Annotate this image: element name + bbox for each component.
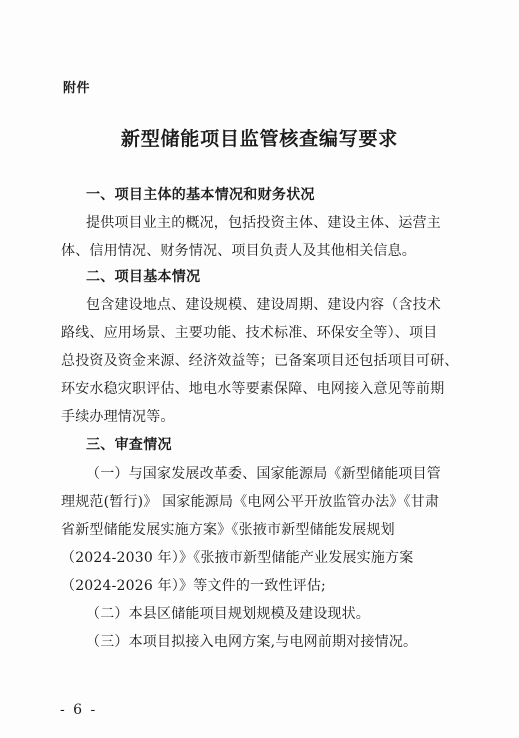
section-3-line-6: （二）本县区储能项目规划规模及建设现状。 bbox=[86, 606, 370, 622]
section-1-line-2: 体、信用情况、财务情况、项目负责人及其他相关信息。 bbox=[61, 243, 416, 259]
section-3-line-1: （一）与国家发展改革委、国家能源局《新型储能项目管 bbox=[86, 466, 441, 482]
section-1-heading: 一、项目主体的基本情况和财务状况 bbox=[86, 187, 315, 203]
document-title: 新型储能项目监管核查编写要求 bbox=[120, 128, 399, 150]
section-3-line-3: 省新型储能发展实施方案》《张掖市新型储能发展规划 bbox=[61, 522, 395, 538]
section-3-line-2: 理规范(暂行)》 国家能源局《电网公平开放监管办法》《甘肃 bbox=[61, 494, 440, 510]
section-2-line-5: 手续办理情况等。 bbox=[61, 409, 175, 425]
section-3-heading: 三、审查情况 bbox=[86, 437, 172, 453]
section-2-line-1: 包含建设地点、建设规模、建设周期、建设内容（含技术 bbox=[86, 297, 441, 313]
page-number: - 6 - bbox=[60, 702, 98, 718]
section-3-line-4: （2024-2030 年）》《张掖市新型储能产业发展实施方案 bbox=[61, 550, 414, 566]
section-2-line-2: 路线、应用场景、主要功能、技术标准、环保安全等）、项目 bbox=[61, 325, 438, 341]
section-1-line-1: 提供项目业主的概况，包括投资主体、建设主体、运营主 bbox=[86, 215, 441, 231]
section-3-line-5: （2024-2026 年）》等文件的一致性评估; bbox=[61, 578, 326, 594]
section-2-line-3: 总投资及资金来源、经济效益等；已备案项目还包括项目可研、 bbox=[61, 353, 459, 369]
attachment-label: 附件 bbox=[63, 81, 91, 96]
section-2-line-4: 环安水稳灾职评估、地电水等要素保障、电网接入意见等前期 bbox=[61, 381, 445, 397]
section-2-heading: 二、项目基本情况 bbox=[86, 269, 201, 285]
section-3-line-7: （三）本项目拟接入电网方案,与电网前期对接情况。 bbox=[86, 634, 418, 650]
